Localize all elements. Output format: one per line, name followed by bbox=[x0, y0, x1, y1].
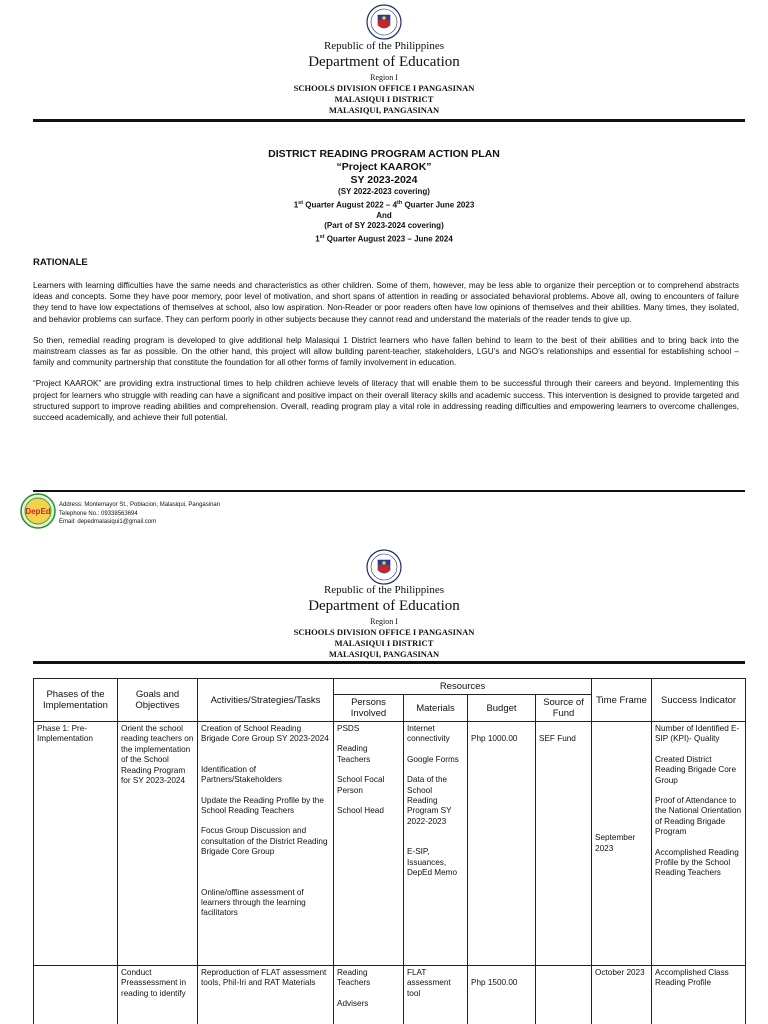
budget-cell: Php 1500.00 bbox=[468, 966, 536, 1024]
district-label: MALASIQUI I DISTRICT bbox=[334, 638, 434, 648]
col-header-persons: Persons Involved bbox=[334, 695, 404, 722]
region-label: Region I bbox=[370, 73, 398, 82]
goal-cell: Orient the school reading teachers on the implementation of the School Reading Program for SY 2023-2024 bbox=[118, 722, 198, 966]
persons-cell: Reading Teachers Advisers bbox=[334, 966, 404, 1024]
district-label: MALASIQUI I DISTRICT bbox=[334, 94, 434, 104]
col-header-materials: Materials bbox=[404, 695, 468, 722]
deped-seal-icon bbox=[366, 4, 402, 40]
contact-info bbox=[59, 501, 220, 527]
svg-text:DepEd: DepEd bbox=[25, 507, 51, 516]
header-divider bbox=[33, 661, 745, 664]
republic-label: Republic of the Philippines bbox=[323, 40, 445, 52]
division-label: SCHOOLS DIVISION OFFICE I PANGASINAN bbox=[293, 83, 475, 93]
letterhead bbox=[0, 584, 768, 660]
footer-divider bbox=[33, 490, 745, 492]
phase-cell: Phase 1: Pre-Implementation bbox=[34, 722, 118, 966]
materials-cell: Internet connectivity Google Forms Data of the School Reading Program SY 2022-2023 E-SIP, Issuances, DepEd Memo bbox=[404, 722, 468, 966]
place-label: MALASIQUI, PANGASINAN bbox=[328, 649, 440, 659]
deped-seal-icon bbox=[366, 549, 402, 585]
department-label: Department of Education bbox=[308, 598, 460, 614]
republic-label: Republic of the Philippines bbox=[323, 584, 445, 596]
header-divider bbox=[33, 119, 745, 122]
email-text: Email: depedmalasiqui1@gmail.com bbox=[59, 519, 157, 525]
coverage-3: (Part of SY 2023-2024 covering) bbox=[324, 221, 444, 231]
deped-matatag-logo-icon bbox=[20, 493, 56, 529]
coverage-4: 1st Quarter August 2023 – June 2024 bbox=[315, 233, 453, 244]
letterhead bbox=[0, 40, 768, 116]
school-year: SY 2023-2024 bbox=[350, 174, 418, 186]
rationale-body bbox=[33, 280, 739, 433]
col-header-resources: Resources bbox=[334, 679, 592, 695]
document-page-2 bbox=[0, 548, 768, 1024]
coverage-and: And bbox=[376, 210, 392, 220]
place-label: MALASIQUI, PANGASINAN bbox=[328, 105, 440, 115]
col-header-activities: Activities/Strategies/Tasks bbox=[198, 679, 334, 722]
project-name: “Project KAAROK” bbox=[336, 161, 432, 173]
success-cell: Number of Identified E-SIP (KPI)- Quality Created District Reading Brigade Core Group Proof of Attendance to the National Orientation of Reading Brigade Program Accomplished Reading Profile by the School Reading Teachers bbox=[652, 722, 746, 966]
department-label: Department of Education bbox=[308, 54, 460, 70]
col-header-budget: Budget bbox=[468, 695, 536, 722]
activities-cell: Creation of School Reading Brigade Core Group SY 2023-2024 Identification of Partners/Stakeholders Update the Reading Profile by the School Reading Teachers Focus Group Discussion and consultation of the District Reading Brigade Core Group Online/offline assessment of learners through the learning facilitators bbox=[198, 722, 334, 966]
action-plan-table bbox=[33, 678, 746, 1024]
budget-cell: Php 1000.00 bbox=[468, 722, 536, 966]
activities-cell: Reproduction of FLAT assessment tools, Phil-Iri and RAT Materials bbox=[198, 966, 334, 1024]
col-header-source: Source of Fund bbox=[536, 695, 592, 722]
rationale-paragraph: “Project KAAROK” are providing extra instructional times to help children achieve levels of literacy that will enable them to be successful through their careers and beyond. Implementing this project for learners who struggle with reading can have a significant and positive impact on their overall literacy skills and academic success. This intervention is designed to provide targeted and structured support to improve reading abilities and comprehension. Overall, reading program play a vital role in addressing reading difficulties and empowering learners to overcome challenges, succeed academically, and achieve their full potential. bbox=[33, 379, 739, 423]
materials-cell: FLAT assessment tool bbox=[404, 966, 468, 1024]
rationale-paragraph: Learners with learning difficulties have the same needs and characteristics as other children. Some of them, however, may be less able to organize their perception or to comprehend abstracts ideas and concepts. Some they have poor memory, poor level of motivation, and short spans of attention in reading or associated behavioral problems. Above all, owing to encounters of failure they tend to have low expectations of themselves at school, also low aspiration. Non-Reader or poor readers often have low opinions of themselves and their abilities. Many times, they isolated, and behavior problems can surface. They can perform poorly in other subjects because they cannot read and understand the materials of the reader tends to give up. bbox=[33, 281, 739, 324]
coverage-1: (SY 2022-2023 covering) bbox=[338, 187, 430, 196]
phase-cell bbox=[34, 966, 118, 1024]
persons-cell: PSDS Reading Teachers School Focal Person School Head bbox=[334, 722, 404, 966]
rationale-heading: RATIONALE bbox=[33, 257, 88, 268]
goal-cell: Conduct Preassessment in reading to identify bbox=[118, 966, 198, 1024]
table-header-row bbox=[34, 679, 746, 695]
col-header-time: Time Frame bbox=[592, 679, 652, 722]
success-cell: Accomplished Class Reading Profile bbox=[652, 966, 746, 1024]
telephone-text: Telephone No.: 09338563694 bbox=[59, 510, 138, 517]
col-header-phases: Phases of the Implementation bbox=[34, 679, 118, 722]
plan-title: DISTRICT READING PROGRAM ACTION PLAN bbox=[268, 148, 500, 160]
col-header-goals: Goals and Objectives bbox=[118, 679, 198, 722]
plan-title-block bbox=[0, 148, 768, 245]
table-row bbox=[34, 966, 746, 1024]
coverage-2: 1st Quarter August 2022 – 4th Quarter June 2023 bbox=[293, 199, 475, 210]
source-cell bbox=[536, 966, 592, 1024]
source-cell: SEF Fund bbox=[536, 722, 592, 966]
address-text: Address: Montemayor St., Poblacion, Malasiqui, Pangasinan bbox=[59, 502, 221, 508]
region-label: Region I bbox=[370, 617, 398, 626]
time-cell: October 2023 bbox=[592, 966, 652, 1024]
table-row bbox=[34, 722, 746, 966]
time-cell: September 2023 bbox=[592, 722, 652, 966]
col-header-success: Success Indicator bbox=[652, 679, 746, 722]
rationale-paragraph: So then, remedial reading program is developed to give additional help Malasiqui 1 District learners who have fallen behind to learn to the best of their abilities and to bring back into the mainstream classes as far as possible. On the other hand, this project will allow building parent-teacher, stakeholders, LGU’s and NGO’s relationships and essential for establishing school – family and community partnership that constitute the foundation for all other forms of family involvement in education. bbox=[33, 335, 739, 368]
division-label: SCHOOLS DIVISION OFFICE I PANGASINAN bbox=[293, 627, 475, 637]
